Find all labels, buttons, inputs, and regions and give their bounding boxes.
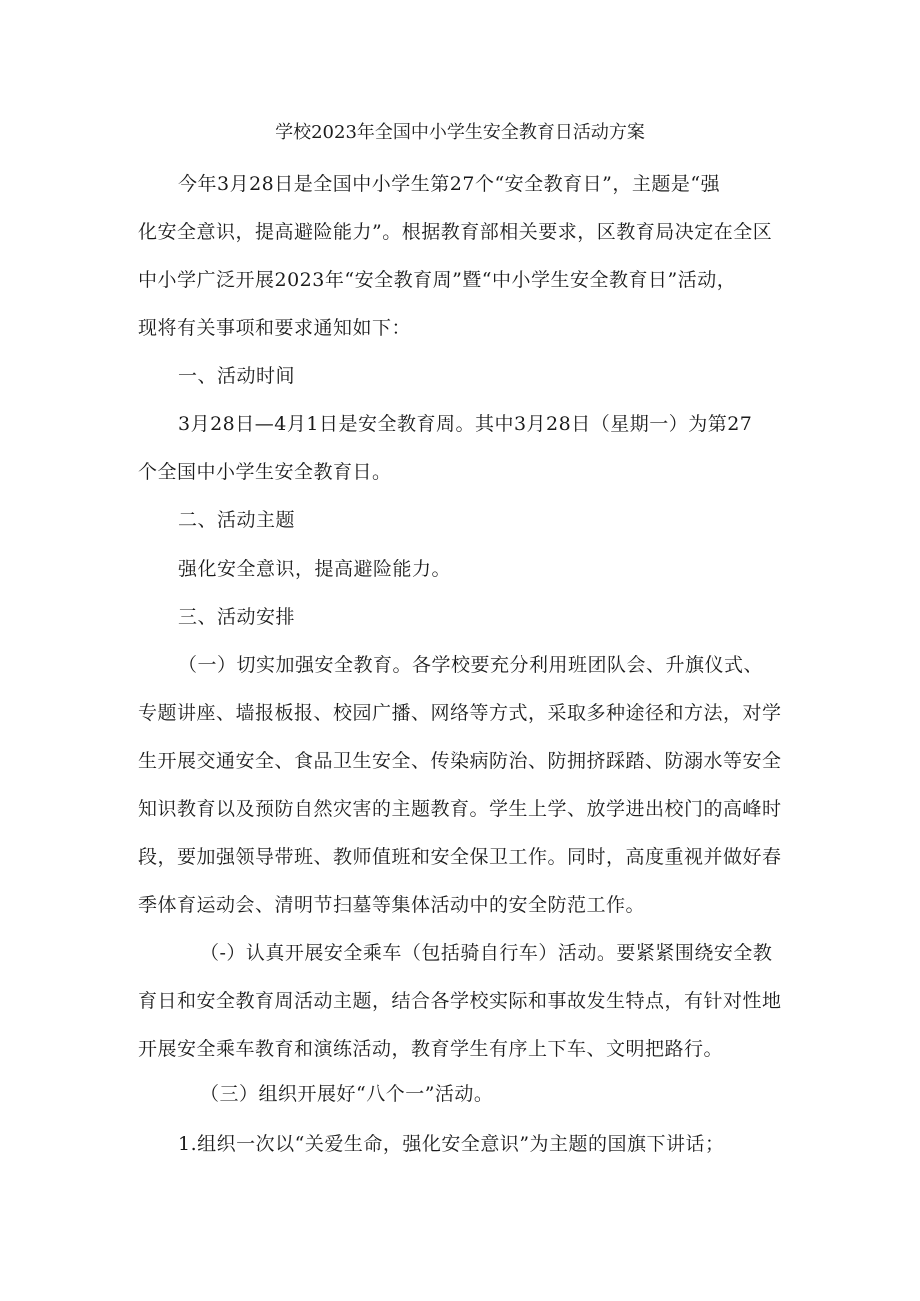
paragraph-line: 段，要加强领导带班、教师值班和安全保卫工作。同时，高度重视并做好春 — [138, 846, 782, 868]
list-item: 1.组织一次以“关爱生命，强化安全意识”为主题的国旗下讲话； — [178, 1133, 725, 1155]
paragraph-line: 化安全意识，提高避险能力”。根据教育部相关要求，区教育局决定在全区 — [138, 221, 773, 243]
section-heading: 二、活动主题 — [178, 509, 296, 531]
paragraph-line: 强化安全意识，提高避险能力。 — [178, 558, 452, 580]
paragraph-line: 季体育运动会、清明节扫墓等集体活动中的安全防范工作。 — [138, 894, 646, 916]
paragraph-line: 专题讲座、墙报板报、校园广播、网络等方式，采取多种途径和方法，对学 — [138, 702, 782, 724]
paragraph-line: 个全国中小学生安全教育日。 — [138, 461, 392, 483]
paragraph-line: 知识教育以及预防自然灾害的主题教育。学生上学、放学进出校门的高峰时 — [138, 798, 782, 820]
paragraph-line: 今年3月28日是全国中小学生第27个“安全教育日”，主题是“强 — [178, 173, 721, 195]
paragraph-line: （三）组织开展好“八个一”活动。 — [200, 1083, 494, 1105]
paragraph-line: （一）切实加强安全教育。各学校要充分利用班团队会、升旗仪式、 — [178, 654, 764, 676]
paragraph-line: 生开展交通安全、食品卫生安全、传染病防治、防拥挤踩踏、防溺水等安全 — [138, 750, 782, 772]
paragraph-line: 育日和安全教育周活动主题，结合各学校实际和事故发生特点，有针对性地 — [138, 990, 782, 1012]
paragraph-line: 3月28日—4月1日是安全教育周。其中3月28日（星期一）为第27 — [178, 413, 753, 435]
paragraph-line: 开展安全乘车教育和演练活动，教育学生有序上下车、文明把路行。 — [138, 1038, 724, 1060]
paragraph-line: （-）认真开展安全乘车（包括骑自行车）活动。要紧紧围绕安全教 — [200, 942, 773, 964]
paragraph-line: 现将有关事项和要求通知如下： — [138, 317, 412, 339]
section-heading: 三、活动安排 — [178, 606, 296, 628]
paragraph-line: 中小学广泛开展2023年“安全教育周”暨“中小学生安全教育日”活动， — [138, 269, 737, 291]
document-title: 学校2023年全国中小学生安全教育日活动方案 — [275, 122, 645, 143]
section-heading: 一、活动时间 — [178, 365, 296, 387]
